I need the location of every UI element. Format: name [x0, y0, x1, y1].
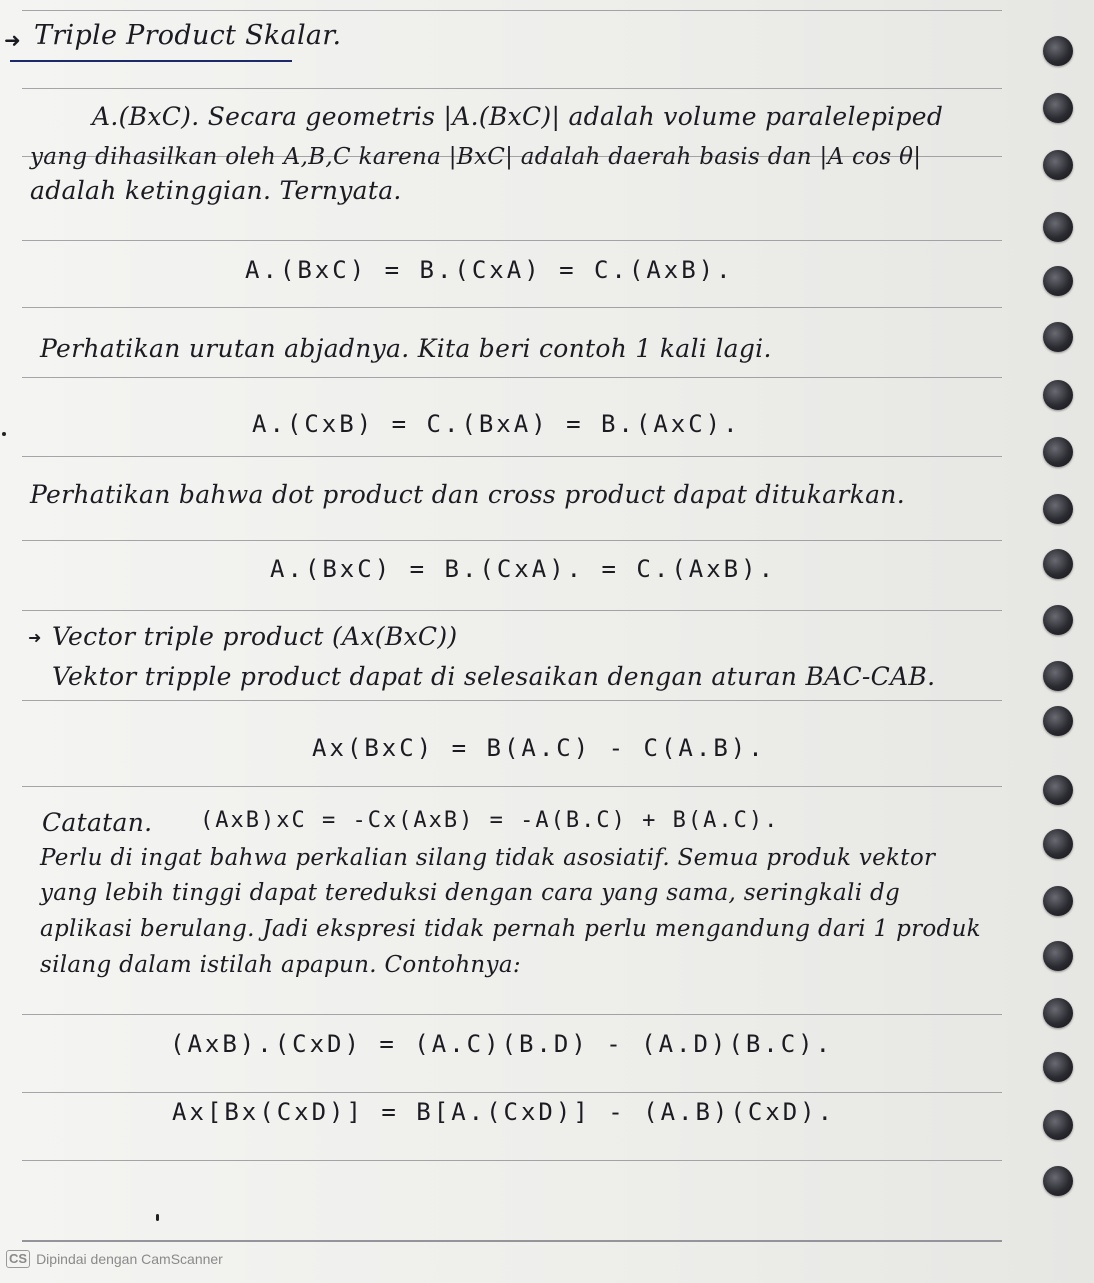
scanner-watermark [6, 1250, 223, 1268]
equation: A.(BxC) = B.(CxA). = C.(AxB). [270, 555, 777, 583]
camscanner-logo: CS [6, 1250, 30, 1268]
title-underline [10, 60, 292, 62]
paragraph-line: Perhatikan bahwa dot product dan cross product dapat ditukarkan. [30, 480, 905, 509]
paragraph-line: adalah ketinggian. Ternyata. [30, 176, 402, 205]
paragraph-line: aplikasi berulang. Jadi ekspresi tidak pernah perlu mengandung dari 1 produk [40, 916, 981, 942]
equation: (AxB).(CxD) = (A.C)(B.D) - (A.D)(B.C). [170, 1030, 834, 1058]
ruled-line [22, 377, 1002, 378]
ruled-line [22, 10, 1002, 11]
watermark-text: Dipindai dengan CamScanner [36, 1251, 223, 1267]
binder-hole [1043, 380, 1073, 410]
equation: Ax(BxC) = B(A.C) - C(A.B). [312, 734, 766, 762]
binder-hole [1043, 437, 1073, 467]
section-heading: Vector triple product (Ax(BxC)) [52, 622, 458, 651]
binder-hole [1043, 775, 1073, 805]
ruled-line [22, 786, 1002, 787]
binder-hole [1043, 661, 1073, 691]
binder-hole [1043, 829, 1073, 859]
binder-hole [1043, 941, 1073, 971]
paragraph-line: Perhatikan urutan abjadnya. Kita beri contoh 1 kali lagi. [40, 334, 772, 363]
binder-hole [1043, 605, 1073, 635]
ruled-line [22, 1014, 1002, 1015]
equation: Ax[Bx(CxD)] = B[A.(CxD)] - (A.B)(CxD). [172, 1098, 836, 1126]
paragraph-line: silang dalam istilah apapun. Contohnya: [40, 952, 521, 978]
equation: A.(BxC) = B.(CxA) = C.(AxB). [245, 256, 734, 284]
ruled-line [22, 88, 1002, 89]
note-equation: (AxB)xC = -Cx(AxB) = -A(B.C) + B(A.C). [200, 808, 780, 833]
equation: A.(CxB) = C.(BxA) = B.(AxC). [252, 410, 741, 438]
binder-hole [1043, 1052, 1073, 1082]
binder-hole [1043, 150, 1073, 180]
paragraph-line: yang dihasilkan oleh A,B,C karena |BxC| adalah daerah basis dan |A cos θ| [30, 144, 922, 170]
binder-hole [1043, 1166, 1073, 1196]
stray-mark [156, 1214, 159, 1221]
binder-hole [1043, 494, 1073, 524]
paragraph-line: yang lebih tinggi dapat tereduksi dengan cara yang sama, seringkali dg [40, 880, 901, 906]
ruled-line [22, 240, 1002, 241]
ruled-line [22, 700, 1002, 701]
binder-hole [1043, 706, 1073, 736]
binder-hole [1043, 93, 1073, 123]
binder-hole [1043, 36, 1073, 66]
ruled-line [22, 456, 1002, 457]
binder-hole [1043, 1110, 1073, 1140]
paragraph-line: Vektor tripple product dapat di selesaikan dengan aturan BAC-CAB. [52, 662, 936, 691]
ruled-line [22, 1160, 1002, 1161]
binder-hole [1043, 212, 1073, 242]
paragraph-line: Perlu di ingat bahwa perkalian silang tidak asosiatif. Semua produk vektor [40, 845, 936, 871]
stray-mark [2, 432, 6, 436]
ruled-line [22, 610, 1002, 611]
binder-hole [1043, 998, 1073, 1028]
binder-hole [1043, 266, 1073, 296]
ruled-line [22, 540, 1002, 541]
bullet-arrow-icon: ➜ [28, 628, 42, 647]
ruled-line [22, 1092, 1002, 1093]
ruled-line [22, 1240, 1002, 1242]
page-title: Triple Product Skalar. [34, 20, 342, 51]
binder-hole [1043, 549, 1073, 579]
binder-hole [1043, 322, 1073, 352]
bullet-arrow-icon: ➜ [4, 28, 21, 52]
paragraph-line: A.(BxC). Secara geometris |A.(BxC)| adalah volume paralelepiped [92, 102, 944, 131]
note-label: Catatan. [42, 808, 153, 837]
ruled-line [22, 307, 1002, 308]
binder-hole [1043, 886, 1073, 916]
